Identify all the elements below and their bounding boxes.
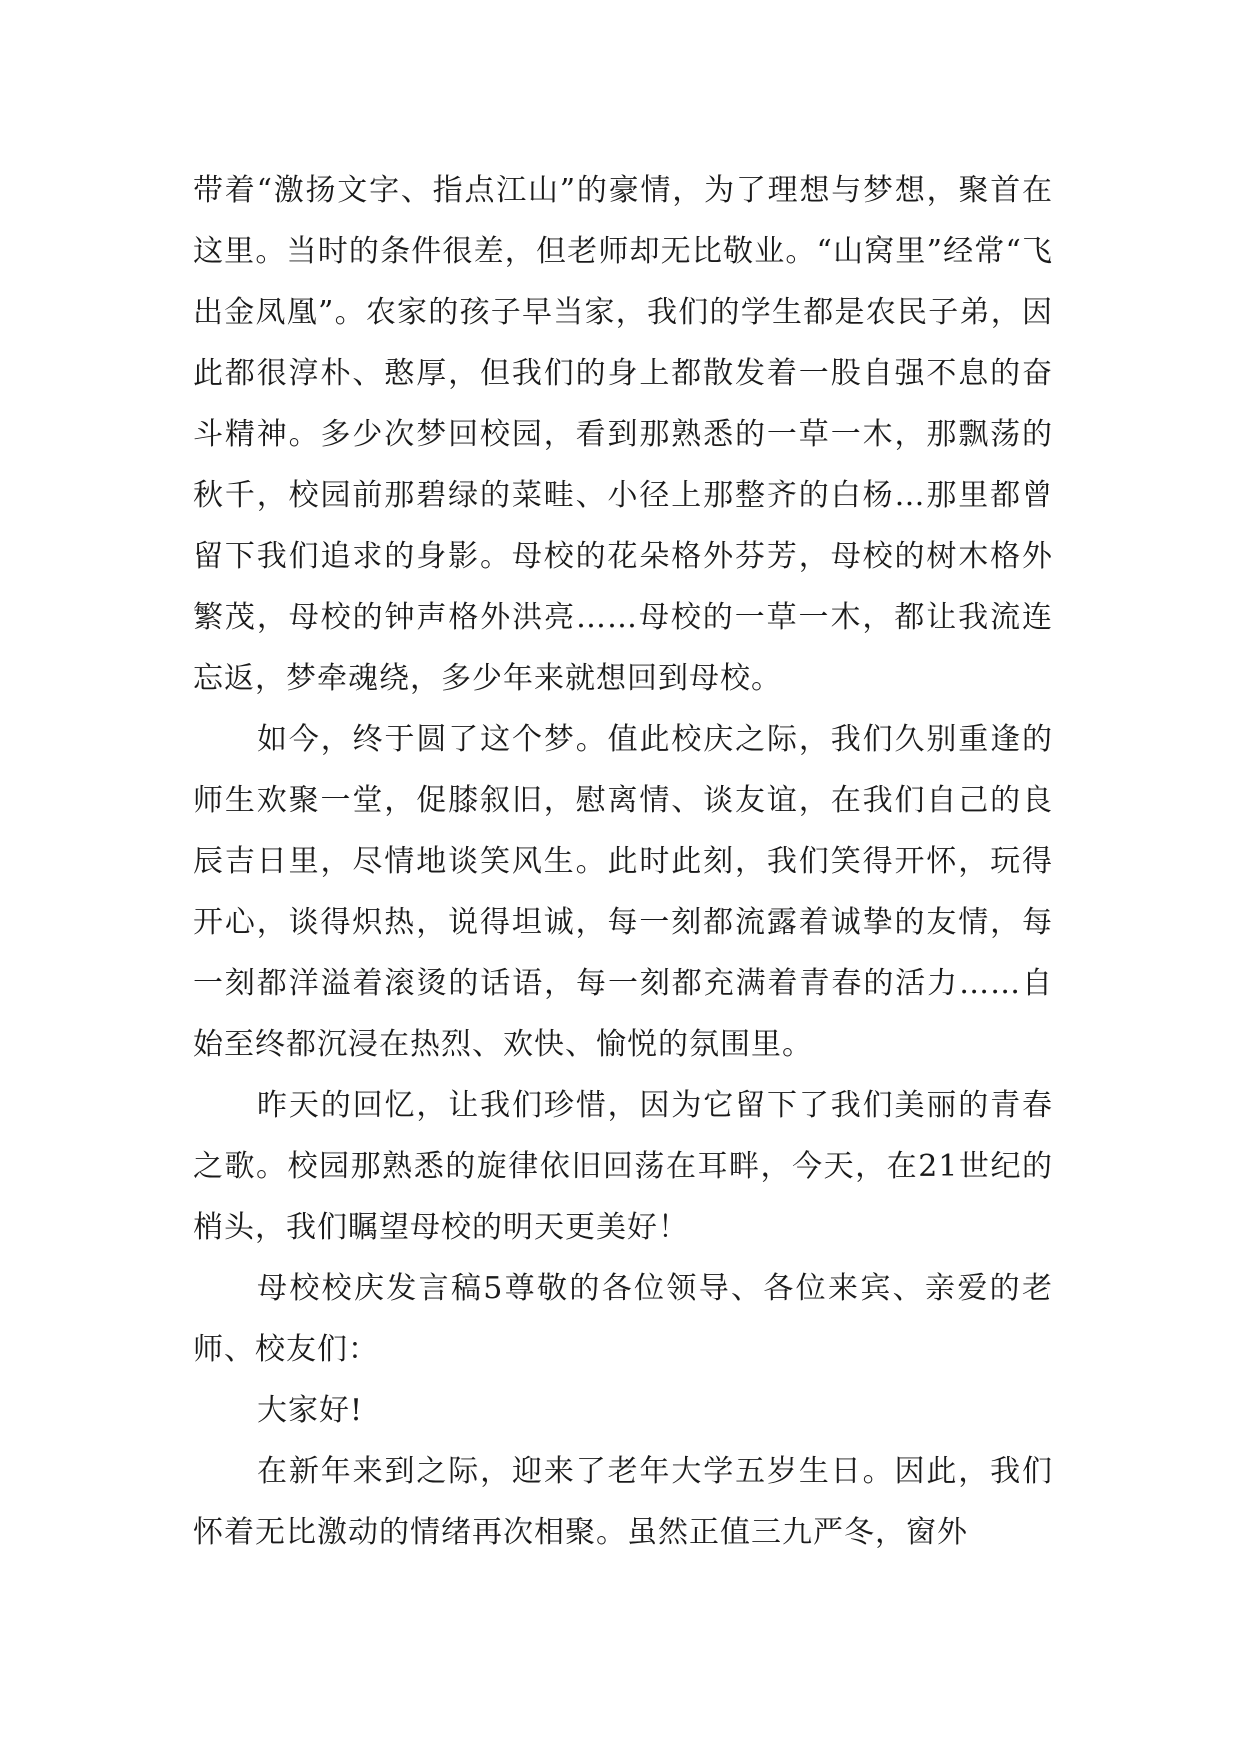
paragraph-6: 在新年来到之际，迎来了老年大学五岁生日。因此，我们怀着无比激动的情绪再次相聚。虽然正值三九严冬，窗外 (193, 1454, 1053, 1550)
paragraph-2: 如今，终于圆了这个梦。值此校庆之际，我们久别重逢的师生欢聚一堂，促膝叙旧，慰离情、谈友谊，在我们自己的良辰吉日里，尽情地谈笑风生。此时此刻，我们笑得开怀，玩得开心，谈得炽热，说得坦诚，每一刻都流露着诚挚的友情，每一刻都洋溢着滚烫的话语，每一刻都充满着青春的活力……自始至终都沉浸在热烈、欢快、愉悦的氛围里。 (193, 722, 1053, 1062)
paragraph-3: 昨天的回忆，让我们珍惜，因为它留下了我们美丽的青春之歌。校园那熟悉的旋律依旧回荡在耳畔，今天，在21世纪的梢头，我们瞩望母校的明天更美好！ (193, 1088, 1053, 1245)
document-body (193, 160, 1053, 1563)
paragraph-4: 母校校庆发言稿5尊敬的各位领导、各位来宾、亲爱的老师、校友们： (193, 1271, 1053, 1367)
paragraph-1: 带着“激扬文字、指点江山”的豪情，为了理想与梦想，聚首在这里。当时的条件很差，但老师却无比敬业。“山窝里”经常“飞出金凤凰”。农家的孩子早当家，我们的学生都是农民子弟，因此都很淳朴、憨厚，但我们的身上都散发着一股自强不息的奋斗精神。多少次梦回校园，看到那熟悉的一草一木，那飘荡的秋千，校园前那碧绿的菜畦、小径上那整齐的白杨…那里都曾留下我们追求的身影。母校的花朵格外芬芳，母校的树木格外繁茂，母校的钟声格外洪亮……母校的一草一木，都让我流连忘返，梦牵魂绕，多少年来就想回到母校。 (193, 173, 1053, 696)
paragraph-5: 大家好! (257, 1393, 364, 1428)
